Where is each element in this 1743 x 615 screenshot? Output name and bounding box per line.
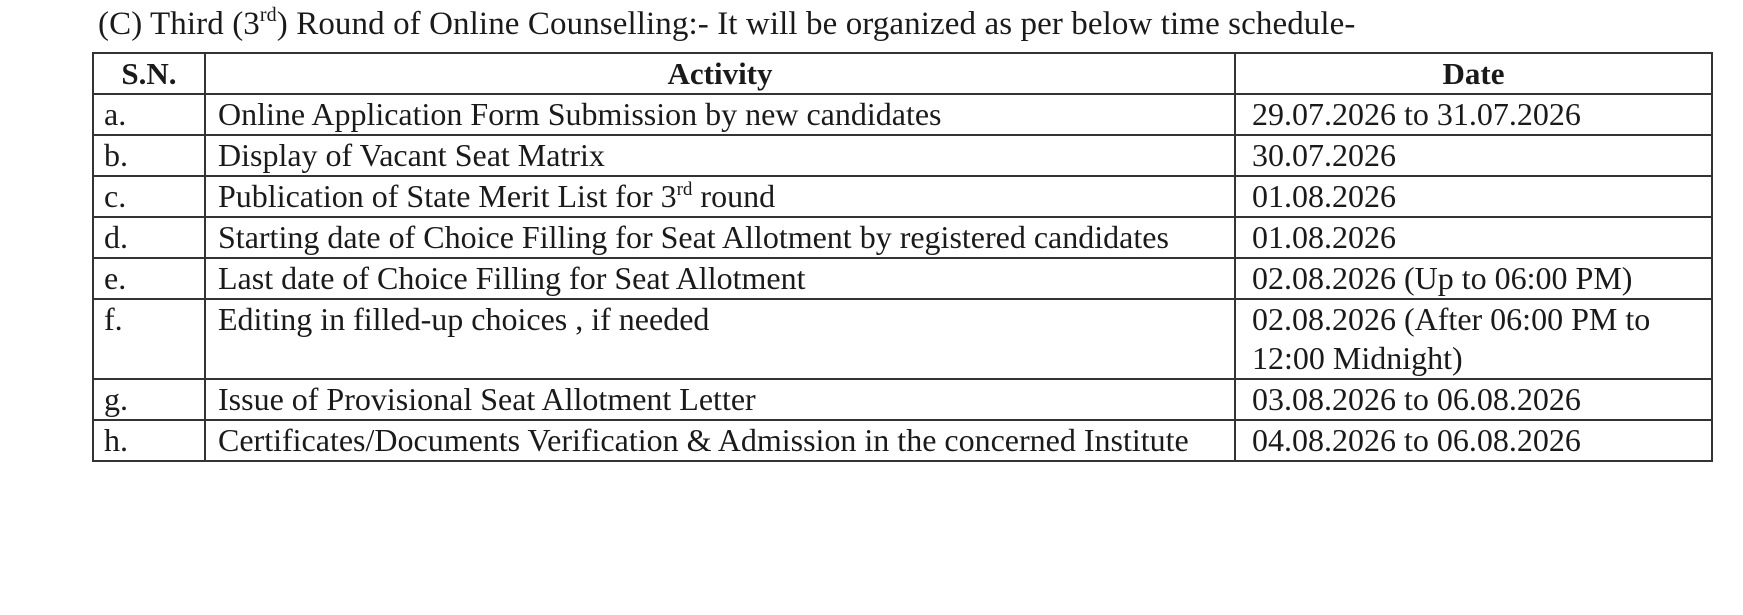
row-date: 30.07.2026	[1235, 135, 1712, 176]
activity-superscript: rd	[676, 179, 693, 200]
activity-text: Certificates/Documents Verification & Admission in the concerned Institute	[218, 422, 1189, 458]
schedule-table	[92, 52, 1713, 462]
activity-text: Starting date of Choice Filling for Seat Allotment by registered candidates	[218, 219, 1169, 255]
row-activity	[205, 258, 1235, 299]
activity-text: Editing in filled-up choices , if needed	[218, 301, 710, 337]
heading-suffix: ) Round of Online Counselling:- It will be organized as per below time schedule-	[276, 6, 1356, 42]
row-activity	[205, 176, 1235, 217]
heading-prefix: (C) Third (3	[98, 6, 260, 42]
row-activity	[205, 135, 1235, 176]
row-activity	[205, 299, 1235, 379]
row-sn: a.	[93, 94, 205, 135]
row-date: 02.08.2026 (After 06:00 PM to 12:00 Midnight)	[1235, 299, 1712, 379]
table-row	[93, 420, 1712, 461]
header-date: Date	[1235, 53, 1712, 94]
row-sn: c.	[93, 176, 205, 217]
table-row	[93, 176, 1712, 217]
row-activity	[205, 217, 1235, 258]
table-row	[93, 258, 1712, 299]
row-activity	[205, 94, 1235, 135]
table-row	[93, 135, 1712, 176]
row-date: 01.08.2026	[1235, 176, 1712, 217]
header-row	[93, 53, 1712, 94]
activity-text: Publication of State Merit List for 3	[218, 178, 677, 214]
row-date: 02.08.2026 (Up to 06:00 PM)	[1235, 258, 1712, 299]
activity-text: Online Application Form Submission by new candidates	[218, 96, 942, 132]
table-row	[93, 94, 1712, 135]
row-sn: g.	[93, 379, 205, 420]
row-activity	[205, 420, 1235, 461]
activity-text: Issue of Provisional Seat Allotment Letter	[218, 381, 756, 417]
activity-text: Last date of Choice Filling for Seat Allotment	[218, 260, 806, 296]
table-row	[93, 217, 1712, 258]
row-date: 04.08.2026 to 06.08.2026	[1235, 420, 1712, 461]
activity-tail: round	[692, 178, 776, 214]
row-date: 01.08.2026	[1235, 217, 1712, 258]
row-sn: d.	[93, 217, 205, 258]
row-sn: b.	[93, 135, 205, 176]
activity-text: Display of Vacant Seat Matrix	[218, 137, 605, 173]
row-sn: h.	[93, 420, 205, 461]
section-heading	[98, 4, 1356, 44]
table-row	[93, 299, 1712, 379]
table-row	[93, 379, 1712, 420]
row-sn: e.	[93, 258, 205, 299]
heading-superscript: rd	[259, 4, 277, 26]
row-sn: f.	[93, 299, 205, 379]
header-activity: Activity	[205, 53, 1235, 94]
row-date: 29.07.2026 to 31.07.2026	[1235, 94, 1712, 135]
row-date: 03.08.2026 to 06.08.2026	[1235, 379, 1712, 420]
header-sn: S.N.	[93, 53, 205, 94]
row-activity	[205, 379, 1235, 420]
